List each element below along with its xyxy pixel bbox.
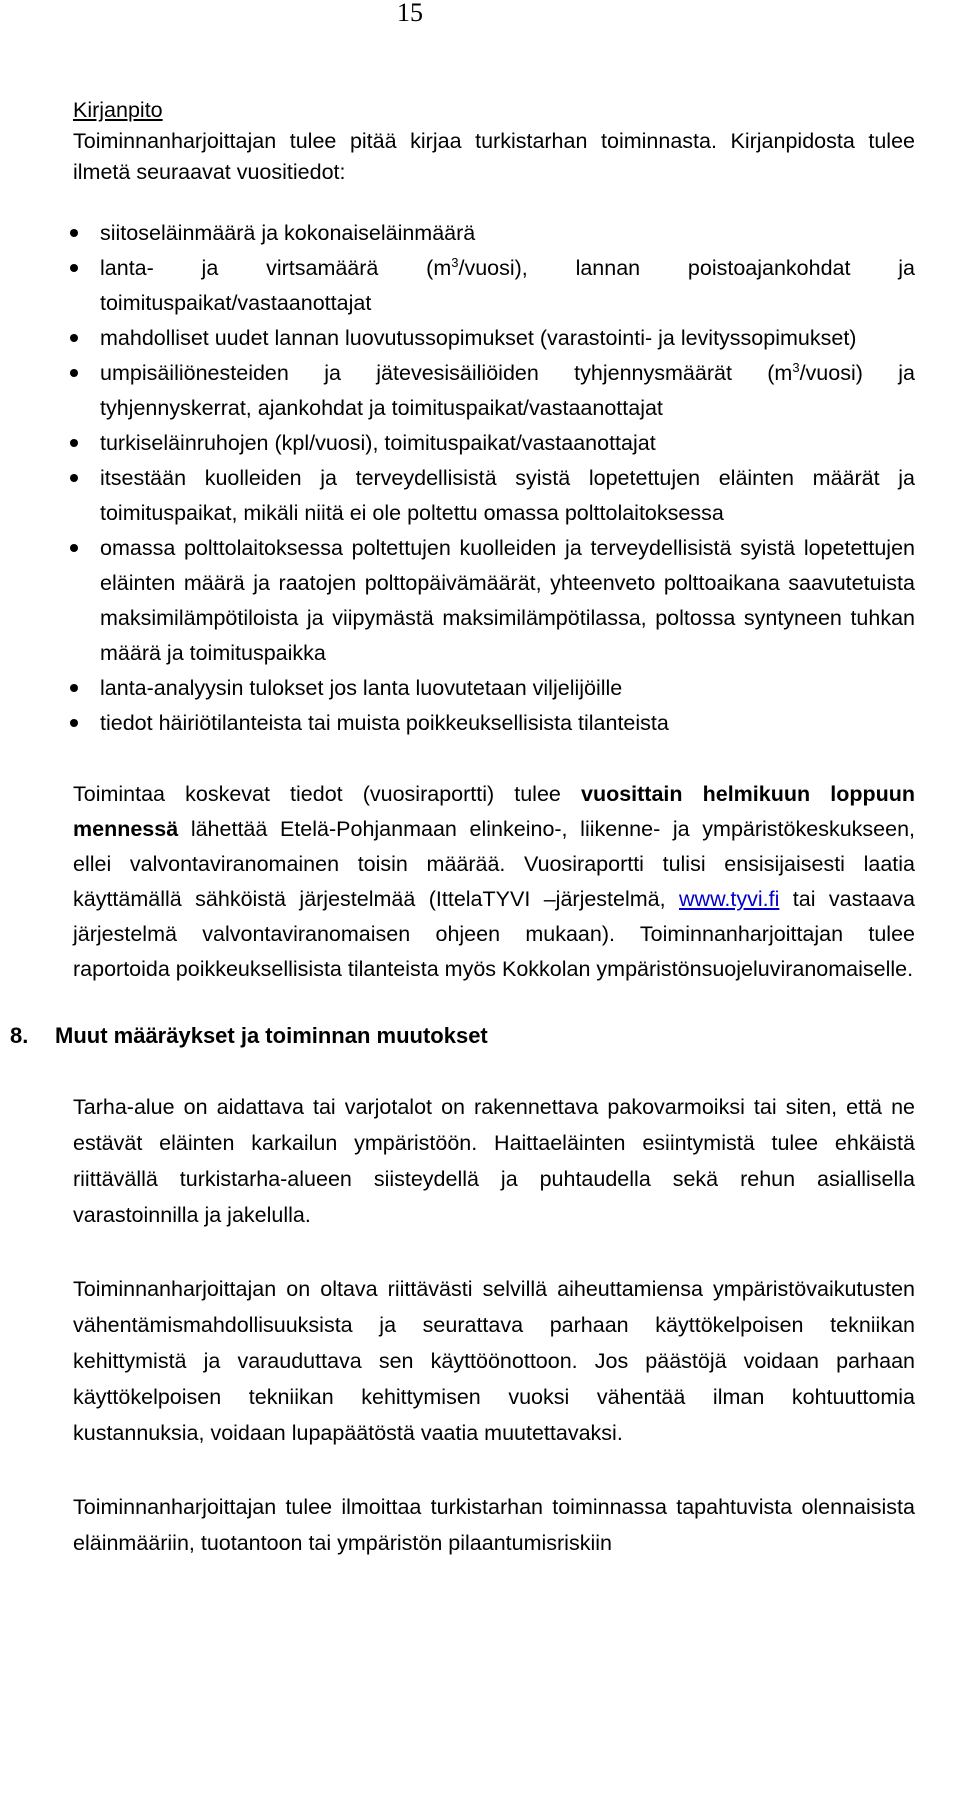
- bullet-icon: [70, 264, 78, 272]
- list-item: itsestään kuolleiden ja terveydellisistä syistä lopetettujen eläinten määrät ja toimituspaikat, mikäli niitä ei ole poltettu omassa polttolaitoksessa: [73, 461, 915, 531]
- report-paragraph: Toimintaa koskevat tiedot (vuosiraportti) tulee vuosittain helmikuun loppuun mennessä lähettää Etelä-Pohjanmaan elinkeino-, liikenne- ja ympäristökeskukseen, ellei valvontaviranomainen toisin määrää. Vuosiraportti tulisi ensisijaisesti laatia käyttämällä sähköistä järjestelmää (IttelaTYVI –järjestelmä, www.tyvi.fi tai vastaava järjestelmä valvontaviranomaisen ohjeen mukaan). Toiminnanharjoittajan tulee raportoida poikkeuksellisista tilanteista myös Kokkolan ympäristönsuojeluviranomaiselle.: [73, 782, 915, 981]
- bullet-icon: [70, 439, 78, 447]
- fence-paragraph: Tarha-alue on aidattava tai varjotalot on rakennettava pakovarmoiksi tai siten, että ne estävät eläinten karkailun ympäristöön. Haittaeläinten esiintymistä tulee ehkäistä riittävällä turkistarha-alueen siisteydellä ja puhtaudella sekä rehun asiallisella varastoinnilla ja jakelulla.: [73, 1095, 915, 1227]
- bullet-list: [73, 216, 915, 741]
- bullet-icon: [70, 369, 78, 377]
- section-title: Muut määräykset ja toiminnan muutokset: [55, 1023, 488, 1048]
- bullet-icon: [70, 334, 78, 342]
- document-body: [10, 95, 915, 1561]
- list-item: siitoseläinmäärä ja kokonaiseläinmäärä: [73, 216, 915, 251]
- list-item: turkiseläinruhojen (kpl/vuosi), toimituspaikat/vastaanottajat: [73, 426, 915, 461]
- section-8-heading: [10, 1021, 915, 1051]
- list-item: mahdolliset uudet lannan luovutussopimukset (varastointi- ja levityssopimukset): [73, 321, 915, 356]
- bullet-icon: [70, 229, 78, 237]
- bullet-icon: [70, 719, 78, 727]
- notification-paragraph: Toiminnanharjoittajan tulee ilmoittaa turkistarhan toiminnassa tapahtuvista olennaisista eläinmääriin, tuotantoon tai ympäristön pilaantumisriskiin: [73, 1495, 915, 1555]
- bullet-icon: [70, 474, 78, 482]
- deadline-text: vuosittain helmikuun loppuun mennessä: [73, 782, 915, 841]
- list-item: tiedot häiriötilanteista tai muista poikkeuksellisista tilanteista: [73, 706, 915, 741]
- list-item: lanta-analyysin tulokset jos lanta luovutetaan viljelijöille: [73, 671, 915, 706]
- list-item: umpisäiliönesteiden ja jätevesisäiliöiden tyhjennysmäärät $(m^3/vuosi)$ ja tyhjennyskerrat, ajankohdat ja toimituspaikat/vastaanottajat: [73, 356, 915, 426]
- section-title-kirjanpito[interactable]: Kirjanpito: [73, 98, 163, 122]
- list-item: omassa polttolaitoksessa poltettujen kuolleiden ja terveydellisistä syistä lopetettujen eläinten määrä ja raatojen polttopäivämäärät, yhteenveto polttoaikana saavutetuista maksimilämpötiloista ja viipymästä maksimilämpötilassa, poltossa syntyneen tuhkan määrä ja toimituspaikka: [73, 531, 915, 671]
- bullet-icon: [70, 684, 78, 692]
- section-number: 8.: [10, 1023, 29, 1048]
- list-item: lanta- ja virtsamäärä $(m^3/vuosi)$, lannan poistoajankohdat ja toimituspaikat/vastaanottajat: [73, 251, 915, 321]
- bullet-icon: [70, 544, 78, 552]
- bat-paragraph: Toiminnanharjoittajan on oltava riittävästi selvillä aiheuttamiensa ympäristövaikutusten vähentämismahdollisuuksista ja seurattava parhaan käyttökelpoisen tekniikan kehittymistä ja varauduttava sen käyttöönottoon. Jos päästöjä voidaan parhaan käyttökelpoisen tekniikan kehittymisen vuoksi vähentää ilman kohtuuttomia kustannuksia, voidaan lupapäätöstä vaatia muutettavaksi.: [73, 1277, 915, 1445]
- page-number: 15: [397, 0, 423, 27]
- tyvi-link[interactable]: www.tyvi.fi: [679, 887, 780, 911]
- intro-paragraph: Toiminnanharjoittajan tulee pitää kirjaa turkistarhan toiminnasta. Kirjanpidosta tulee ilmetä seuraavat vuositiedot:: [73, 129, 915, 184]
